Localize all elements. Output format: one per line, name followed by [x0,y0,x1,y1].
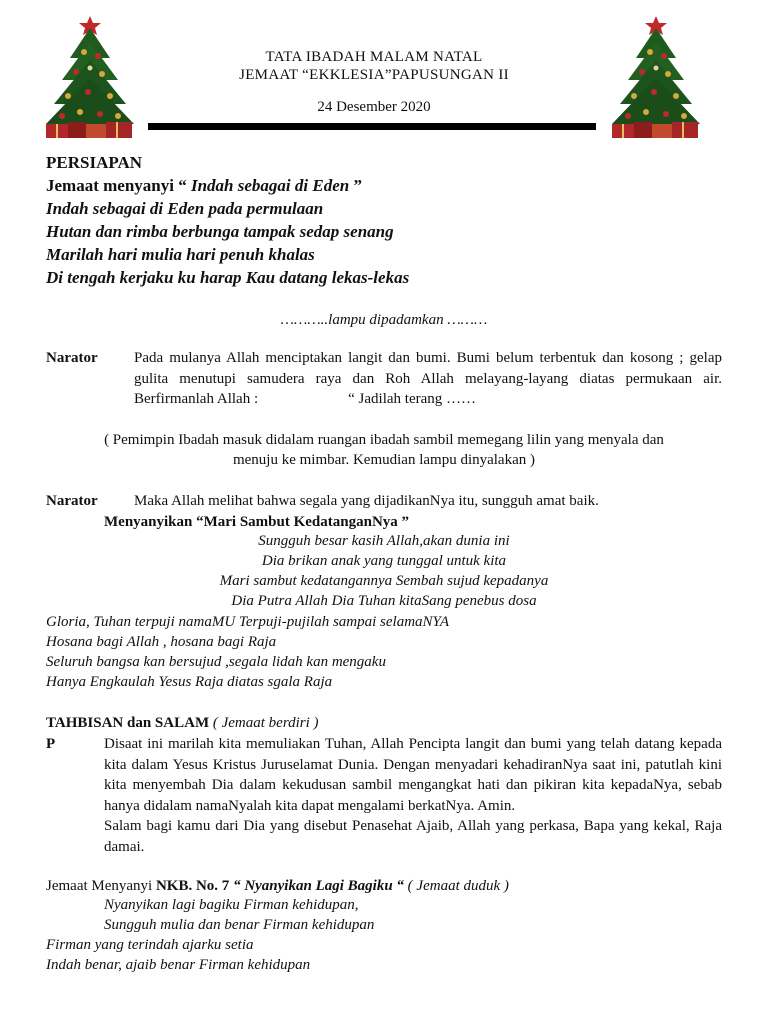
section-heading-text: TAHBISAN dan SALAM [46,715,210,731]
narrator-label: Narator [46,493,98,509]
lamp-note: ………..lampu dipadamkan ……… [280,312,488,328]
greeting-text: Salam bagi kamu dari Dia yang disebut Penasehat Ajaib, Allah yang perkasa, Bapa yang kekal, Raja damai. [104,818,722,855]
leader-label: P [46,736,56,752]
lyric-line: Sungguh mulia dan benar Firman kehidupan [104,917,375,933]
section-heading-persiapan: PERSIAPAN [46,153,143,172]
lyric-line: Dia brikan anak yang tunggal untuk kita [261,553,507,569]
narrator-text: Maka Allah melihat bahwa segala yang dijadikanNya itu, sungguh amat baik. [134,493,599,509]
hymn-number: NKB. No. 7 [155,878,230,894]
greeting-text: Disaat ini marilah kita memuliakan Tuhan, Allah Pencipta langit dan bumi yang telah datang kepada kita dalam Yesus Kristus Juruselamat Dunia. Dengan menyadari kehadiranNya saat ini, patutlah kini kita menyembah Dia dalam kekudusan sambil mengangkat hati dan pikiran kita kepadaNya, sebab hanya didalam namaNyalah kita dapat mengalami berkatNya. Amin. [104,736,722,814]
instruction-note [46,430,722,470]
lyric-line: Marilah hari mulia hari penuh khalas [46,245,315,264]
lyric-line: Mari sambut kedatangannya Sembah sujud kepadanya [219,573,549,589]
lyric-line: Hanya Engkaulah Yesus Raja diatas sgala Raja [46,674,333,690]
lyric-line: Hosana bagi Allah , hosana bagi Raja [46,634,277,650]
lyric-line: Di tengah kerjaku ku harap Kau datang lekas-lekas [46,268,410,287]
christmas-tree-icon [606,12,706,140]
service-date: 24 Desember 2020 [317,99,431,115]
song-intro-suffix: ” [349,176,362,195]
lyric-line: Sungguh besar kasih Allah,akan dunia ini [258,533,510,549]
document-header [148,48,600,116]
song-note: ( Jemaat duduk ) [403,878,509,894]
lyric-line: Firman yang terindah ajarku setia [46,937,254,953]
song-intro-line [46,174,362,197]
song-announcement-prefix: Jemaat Menyanyi [46,878,156,894]
lyric-line: Nyanyikan lagi bagiku Firman kehidupan, [104,897,359,913]
song-announcement [46,876,509,896]
section-note: ( Jemaat berdiri ) [209,715,319,731]
section-heading-tahbisan [46,713,319,733]
song-intro-prefix: Jemaat menyanyi “ [46,176,191,195]
lyric-line: Indah benar, ajaib benar Firman kehidupan [46,957,311,973]
centered-lyrics [46,531,722,611]
lyric-line: Indah sebagai di Eden pada permulaan [46,199,324,218]
song-title: Indah sebagai di Eden [190,176,350,195]
document-title: TATA IBADAH MALAM NATAL [265,49,483,65]
hymn-title: “ Nyanyikan Lagi Bagiku “ [229,878,404,894]
header-divider [148,123,596,130]
narrator-label: Narator [46,350,98,366]
lyric-line: Gloria, Tuhan terpuji namaMU Terpuji-pujilah sampai selamaNYA [46,614,450,630]
greeting-paragraph [104,734,722,857]
instruction-line: ( Pemimpin Ibadah masuk didalam ruangan ibadah sambil memegang lilin yang menyala dan [104,432,664,448]
lyric-line: Hutan dan rimba berbunga tampak sedap senang [46,222,394,241]
christmas-tree-icon [40,12,140,140]
congregation-name: JEMAAT “EKKLESIA”PAPUSUNGAN II [239,67,509,83]
narrator-paragraph [134,348,722,410]
narrator-text: Pada mulanya Allah menciptakan langit dan bumi. Bumi belum terbentuk dan kosong ; gelap gulita menutupi samudera raya dan Roh Allah melayang-layang diatas permukaan air. Berfirmanlah Allah : [134,350,722,407]
lyric-line: Seluruh bangsa kan bersujud ,segala lidah kan mengaku [46,654,386,670]
instruction-line: menuju ke mimbar. Kemudian lampu dinyalakan ) [232,452,535,468]
song-heading: Menyanyikan “Mari Sambut KedatanganNya ” [104,514,410,530]
lyric-line: Dia Putra Allah Dia Tuhan kitaSang penebus dosa [231,593,537,609]
narrator-quote: “ Jadilah terang …… [348,391,477,407]
